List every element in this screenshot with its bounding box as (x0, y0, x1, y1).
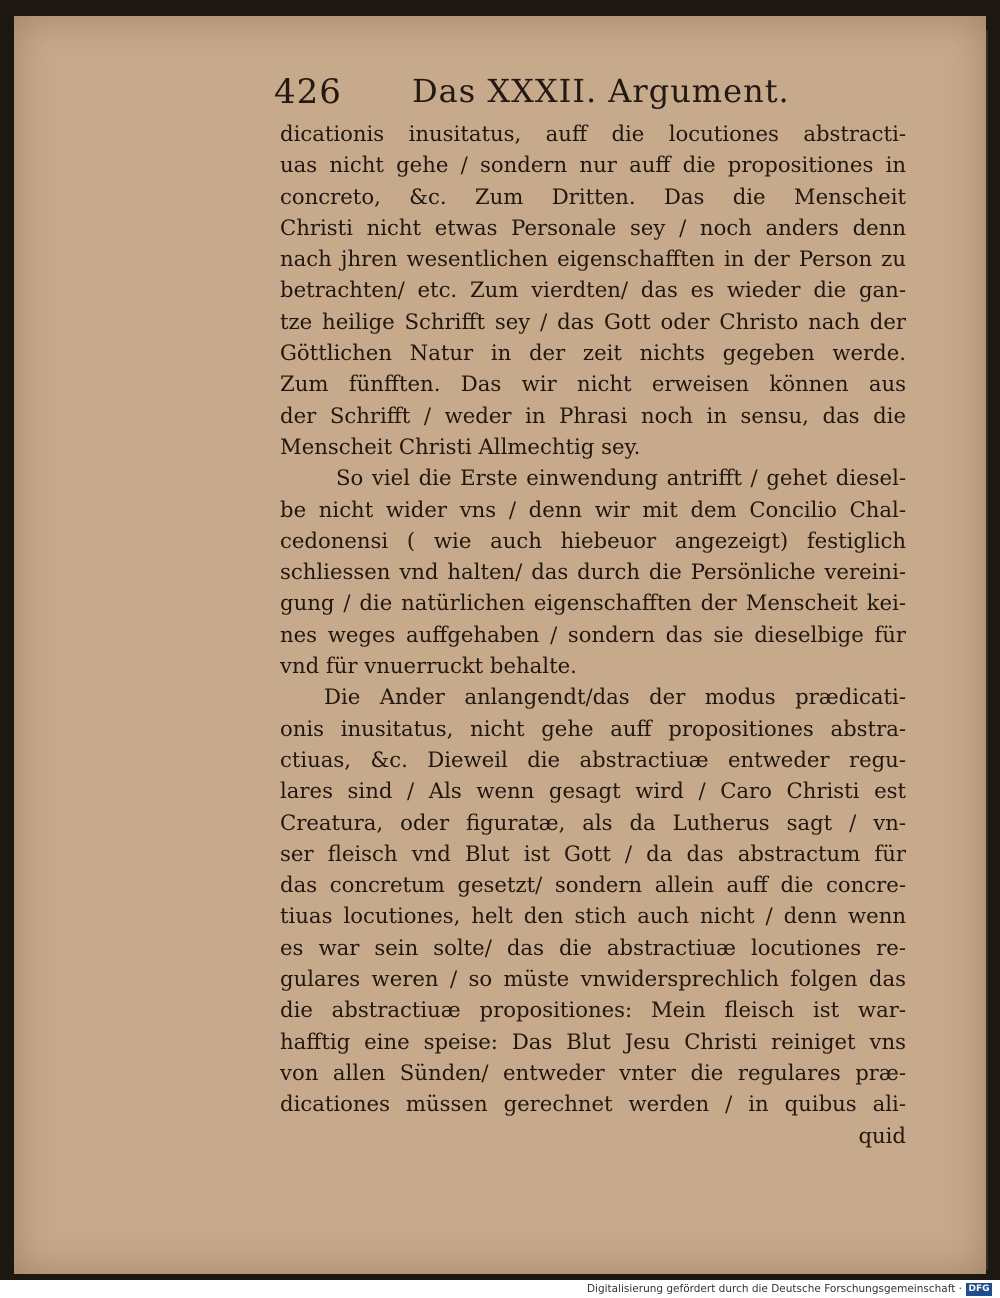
text-line: die abstractiuæ propositiones: Mein fleisch ist war- (280, 997, 906, 1023)
text-line: Menscheit Christi Allmechtig sey. (280, 433, 641, 459)
text-line: ctiuas, &c. Dieweil die abstractiuæ entweder regu- (280, 746, 906, 772)
text-line: nach jhren wesentlichen eigenschafften in der Person zu (280, 246, 906, 272)
text-line: lares sind / Als wenn gesagt wird / Caro Christi est (280, 778, 906, 804)
text-line: tze heilige Schrifft sey / das Gott oder Christo nach der (280, 308, 906, 334)
text-line: vnd für vnuerruckt behalte. (280, 653, 577, 679)
text-line: gulares weren / so müste vnwidersprechlich folgen das (280, 966, 906, 992)
text-line: das concretum gesetzt/ sondern allein auff die concre- (280, 872, 906, 898)
text-line: es war sein solte/ das die abstractiuæ locutiones re- (280, 934, 906, 960)
text-line: Zum fünfften. Das wir nicht erweisen können aus (280, 371, 906, 397)
catchword: quid (858, 1122, 906, 1148)
text-line: hafftig eine speise: Das Blut Jesu Christi reiniget vns (280, 1028, 906, 1054)
text-line: nes weges auffgehaben / sondern das sie dieselbige für (280, 621, 906, 647)
text-line: dicationes müssen gerechnet werden / in quibus ali- (280, 1091, 906, 1117)
footer-credit: Digitalisierung gefördert durch die Deutsche Forschungsgemeinschaft · (586, 1283, 962, 1295)
text-line: von allen Sünden/ entweder vnter die regulares præ- (280, 1059, 906, 1085)
text-line: Creatura, oder figuratæ, als da Lutherus sagt / vn- (280, 809, 906, 835)
text-line: be nicht wider vns / denn wir mit dem Concilio Chal- (280, 496, 906, 522)
text-line: ser fleisch vnd Blut ist Gott / da das abstractum für (280, 840, 906, 866)
digitization-footer (0, 1282, 1000, 1298)
text-line: So viel die Erste einwendung antrifft / gehet diesel- (336, 465, 906, 491)
text-line: onis inusitatus, nicht gehe auff propositiones abstra- (280, 715, 906, 741)
text-line: dicationis inusitatus, auff die locutiones abstracti- (280, 121, 906, 146)
page-number: 426 (274, 72, 342, 112)
page-header (262, 66, 822, 118)
text-line: cedonensi ( wie auch hiebeuor angezeigt) festiglich (280, 527, 906, 553)
text-line: der Schrifft / weder in Phrasi noch in sensu, das die (280, 402, 906, 428)
text-line: uas nicht gehe / sondern nur auff die propositiones in (280, 152, 906, 178)
text-line: Die Ander anlangendt/das der modus prædicati- (324, 684, 906, 710)
text-line: schliessen vnd halten/ das durch die Persönliche vereini- (280, 559, 906, 585)
text-line: gung / die natürlichen eigenschafften der Menscheit kei- (280, 590, 906, 616)
text-line: concreto, &c. Zum Dritten. Das die Menscheit (280, 183, 906, 209)
text-line: Göttlichen Natur in der zeit nichts gegeben werde. (280, 340, 906, 366)
text-line: Christi nicht etwas Personale sey / noch anders denn (280, 214, 906, 240)
body-text (280, 118, 906, 1151)
text-line: betrachten/ etc. Zum vierdten/ das es wieder die gan- (280, 277, 906, 303)
dfg-logo-icon: DFG (966, 1283, 992, 1296)
running-head: Das XXXII. Argument. (412, 72, 790, 110)
text-line: tiuas locutiones, helt den stich auch nicht / denn wenn (280, 903, 906, 929)
